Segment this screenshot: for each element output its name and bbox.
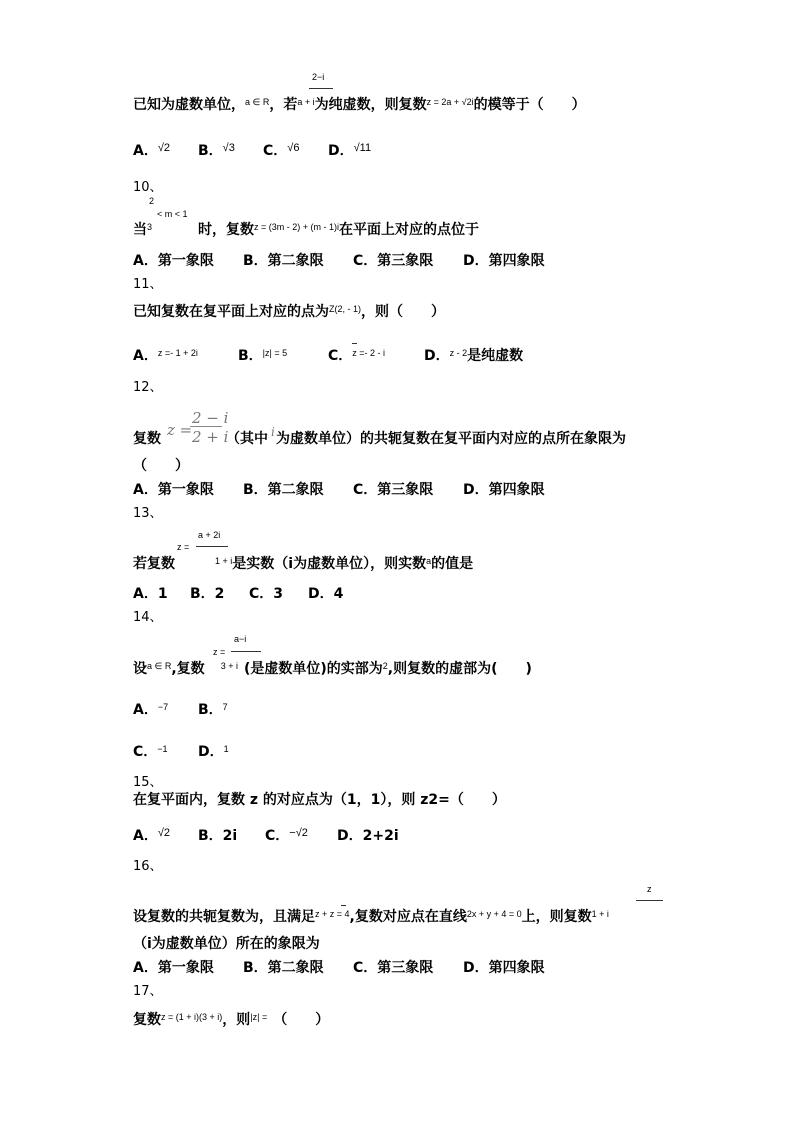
option-d: D．第四象限 <box>463 960 545 976</box>
question-number: 13、 <box>133 506 163 521</box>
formula-z: z = <box>167 421 193 439</box>
conjugate-bar <box>352 343 357 344</box>
question-number: 11、 <box>133 277 163 292</box>
option-a: A．第一象限 <box>133 482 214 498</box>
fraction-numerator: 2 <box>149 196 155 206</box>
option-d: D．2+2i <box>337 828 399 844</box>
option-b: B．第二象限 <box>243 960 324 976</box>
question-text: 在复平面内，复数 z 的对应点为（1，1），则 z2=（ ） <box>133 792 506 808</box>
question-text: 复数 <box>133 431 161 447</box>
option-a: A．$^{z =- 1 + 2i}$ <box>133 348 198 364</box>
question-number: 15、 <box>133 775 163 790</box>
option-c: C．$^{√6}$ <box>263 142 300 159</box>
question-text: 若复数 $^{1 + i}$是实数（i为虚数单位），则实数$^a$的值是 <box>133 556 474 572</box>
formula-z: z = <box>213 647 226 657</box>
option-c: C．$^{-√2}$ <box>265 827 308 844</box>
question-number: 12、 <box>133 380 163 395</box>
fraction-numerator: 2 − i <box>192 409 229 427</box>
answer-bracket: （ ） <box>133 458 189 474</box>
fraction-bar <box>190 426 222 427</box>
question-text: 复数$^{z = (1 + i)(3 + i)}$，则$^{|z| =}$ （ ） <box>133 1012 330 1028</box>
option-d: D．4 <box>308 586 344 602</box>
question-text: 已知复数在复平面上对应的点为$^{Z(2, - 1)}$，则（ ） <box>133 304 446 320</box>
fraction-numerator: 2−i <box>312 72 325 82</box>
question-text: 设复数的共轭复数为，且满足$^{z + z = 4}$,复数对应点在直线$^{2x + y + 4 = 0}$上，则复数$^{1 + i}$ <box>133 909 609 925</box>
option-a: A．$^{√2}$ <box>133 142 170 159</box>
option-c: C．3 <box>249 586 284 602</box>
option-a: A．第一象限 <box>133 960 214 976</box>
question-text-cont: （其中 为虚数单位）的共轭复数在复平面内对应的点所在象限为 <box>226 431 626 447</box>
option-c: C．第三象限 <box>353 960 434 976</box>
option-a: A．$^{√2}$ <box>133 827 170 844</box>
fraction-bar <box>309 88 333 89</box>
question-text: 当$^3$ 时，复数$^{z = (3m - 2) + (m - 1)i}$在平面上对应的点位于 <box>133 222 480 238</box>
formula-z: z = <box>177 542 190 552</box>
option-a: A．$^{-7}$ <box>133 702 169 718</box>
option-c: C．第三象限 <box>353 482 434 498</box>
option-d: D．第四象限 <box>463 482 545 498</box>
fraction-numerator: a + 2i <box>198 530 221 540</box>
imaginary-unit: i <box>271 425 275 439</box>
option-b: B．$^{|z| = 5}$ <box>238 348 288 364</box>
question-number: 10、 <box>133 180 163 195</box>
fraction-numerator: z <box>647 884 652 894</box>
option-b: B．$^{√3}$ <box>198 142 235 159</box>
question-text-cont: （i为虚数单位）所在的象限为 <box>133 936 320 952</box>
option-d: D．$^{√11}$ <box>328 142 372 159</box>
option-a: A．第一象限 <box>133 253 214 269</box>
question-number: 16、 <box>133 859 163 874</box>
conjugate-bar <box>341 905 346 906</box>
option-d: D．$^1$ <box>198 744 229 760</box>
option-b: B．2 <box>190 586 225 602</box>
option-c: C．$^{-1}$ <box>133 744 168 760</box>
inequality: < m < 1 <box>157 209 188 219</box>
fraction-bar <box>196 546 228 547</box>
question-number: 17、 <box>133 984 163 999</box>
option-b: B．第二象限 <box>243 253 324 269</box>
question-text: 已知为虚数单位，$^{a \in R}$，若$^{a + i}$为纯虚数，则复数$^{z = 2a + √2i}$的模等于（ ） <box>133 97 586 113</box>
option-c: C．$^{z =- 2 - i}$ <box>328 348 386 364</box>
option-d: D．第四象限 <box>463 253 545 269</box>
fraction-numerator: a−i <box>234 634 247 644</box>
question-text: 设$^{a \in R}$,复数 $^{3 + i}$ (是虚数单位)的实部为$^2$,则复数的虚部为( ) <box>133 661 532 677</box>
option-b: B．第二象限 <box>243 482 324 498</box>
fraction-bar <box>636 900 663 901</box>
fraction-bar <box>231 651 261 652</box>
option-c: C．第三象限 <box>353 253 434 269</box>
question-number: 14、 <box>133 610 163 625</box>
option-b: B．2i <box>198 828 238 844</box>
option-a: A．1 <box>133 586 168 602</box>
fraction-denominator: 2 + i <box>192 428 229 446</box>
option-b: B．$^7$ <box>198 702 228 718</box>
option-d: D．$^{z - 2}$是纯虚数 <box>424 348 524 364</box>
